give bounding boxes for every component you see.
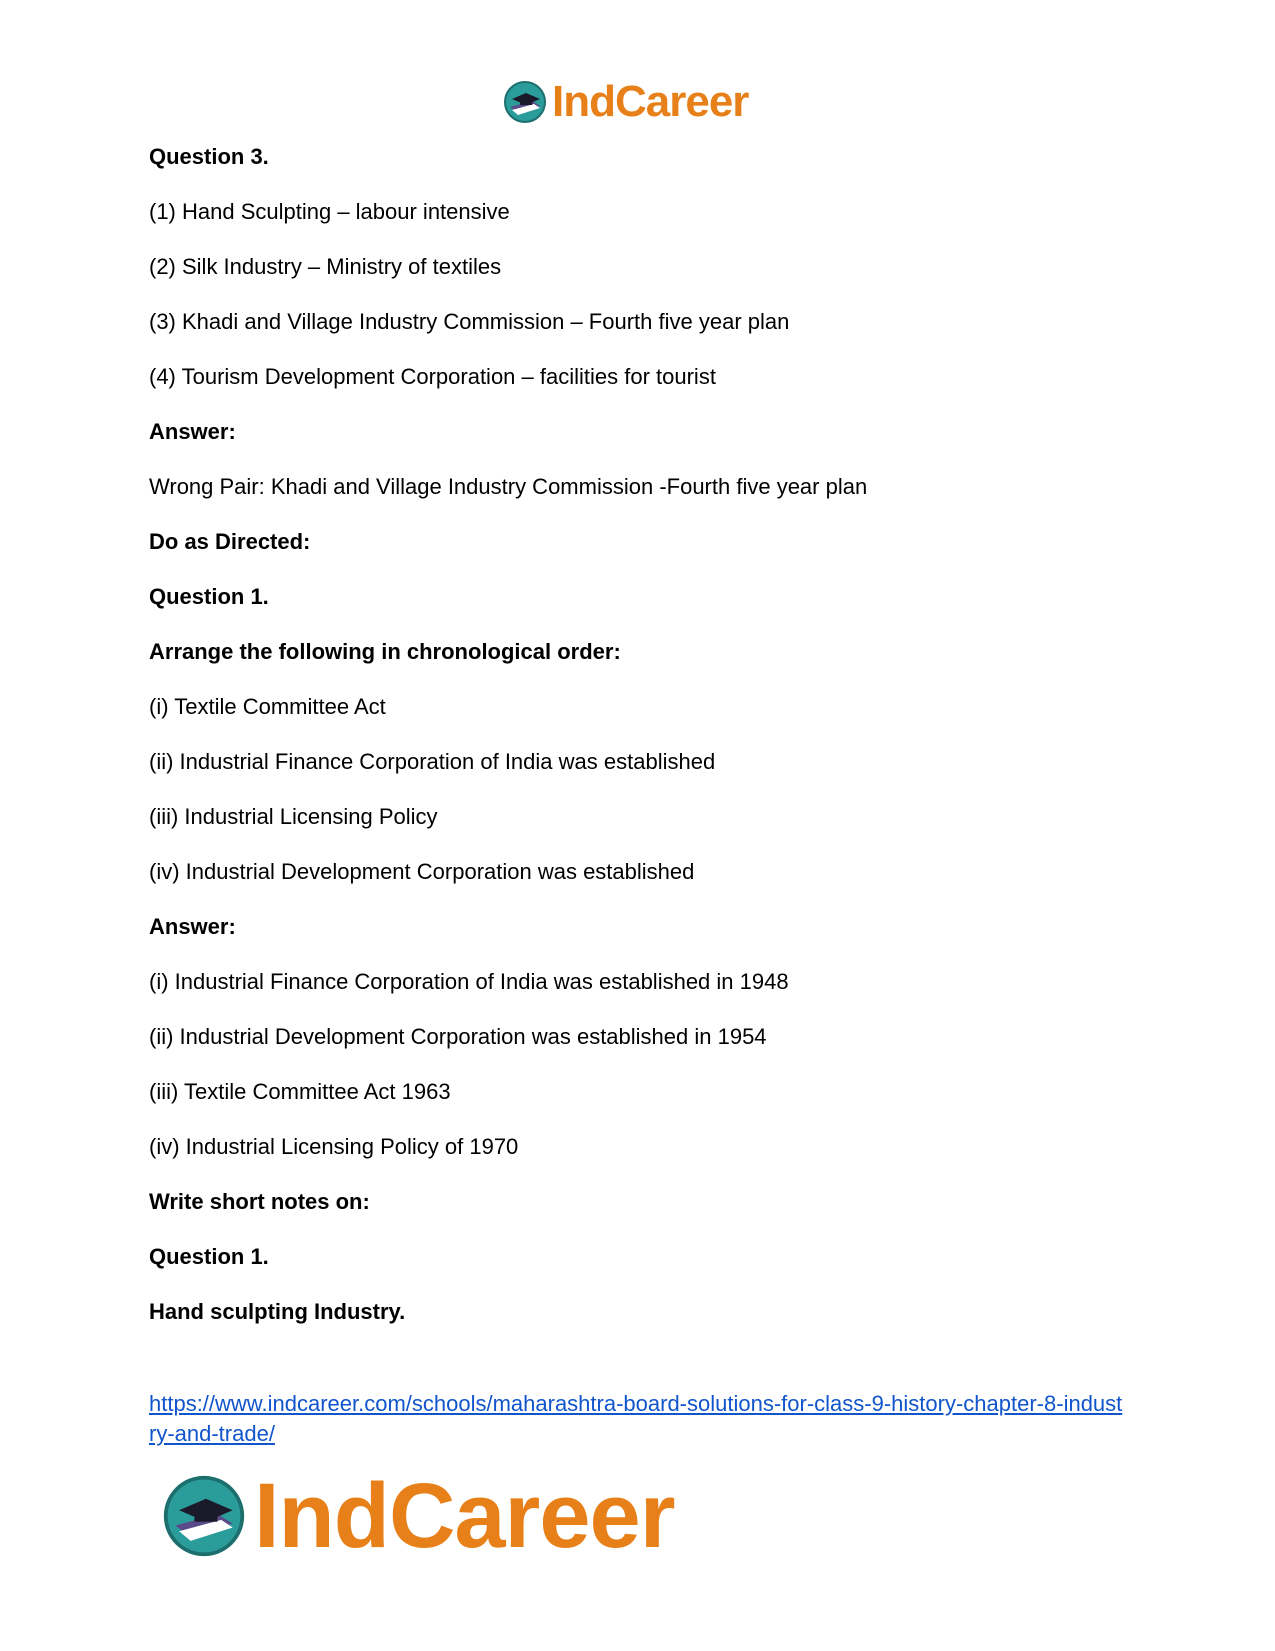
- heading-line: Question 3.: [149, 144, 269, 169]
- heading-line: Question 1.: [149, 584, 269, 609]
- text-line: (2) Silk Industry – Ministry of textiles: [149, 254, 502, 279]
- heading-line: Write short notes on:: [149, 1189, 370, 1214]
- text-line: (4) Tourism Development Corporation – facilities for tourist: [149, 364, 716, 389]
- brand-wordmark: IndCareer: [552, 77, 749, 126]
- heading-line: Question 1.: [149, 1244, 269, 1269]
- heading-line: Answer:: [149, 419, 236, 444]
- header-logo: [502, 76, 748, 128]
- heading-line: Do as Directed:: [149, 529, 311, 554]
- text-line: (i) Industrial Finance Corporation of India was established in 1948: [149, 969, 789, 994]
- text-line: (3) Khadi and Village Industry Commission – Fourth five year plan: [149, 309, 790, 334]
- text-line: (i) Textile Committee Act: [149, 694, 386, 719]
- source-link[interactable]: https://www.indcareer.com/schools/maharashtra-board-solutions-for-class-9-history-chapter-8-industry-and-trade/: [149, 1391, 1123, 1446]
- text-line: (ii) Industrial Finance Corporation of India was established: [149, 749, 716, 774]
- graduation-book-globe-icon: [160, 1472, 248, 1560]
- text-line: (iv) Industrial Development Corporation was established: [149, 859, 695, 884]
- heading-line: Hand sculpting Industry.: [149, 1299, 406, 1324]
- document-body: [149, 143, 1129, 1353]
- text-line: (iii) Textile Committee Act 1963: [149, 1079, 451, 1104]
- brand-wordmark: IndCareer: [254, 1464, 675, 1567]
- graduation-book-globe-icon: [502, 79, 548, 125]
- text-line: Wrong Pair: Khadi and Village Industry Commission -Fourth five year plan: [149, 474, 868, 499]
- heading-line: Arrange the following in chronological order:: [149, 639, 621, 664]
- footer-logo: [160, 1466, 675, 1566]
- text-line: (1) Hand Sculpting – labour intensive: [149, 199, 510, 224]
- heading-line: Answer:: [149, 914, 236, 939]
- text-line: (iv) Industrial Licensing Policy of 1970: [149, 1134, 519, 1159]
- text-line: (iii) Industrial Licensing Policy: [149, 804, 438, 829]
- text-line: (ii) Industrial Development Corporation was established in 1954: [149, 1024, 767, 1049]
